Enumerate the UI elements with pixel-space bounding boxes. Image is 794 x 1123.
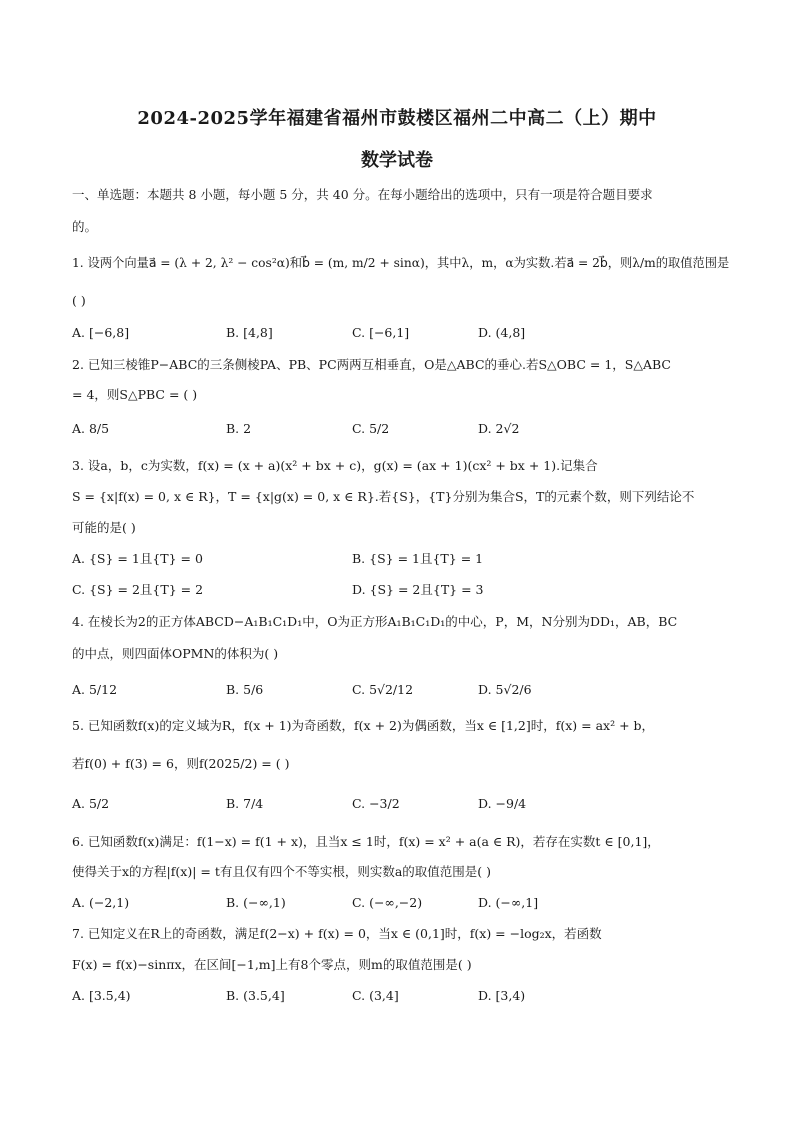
question-3-option-d: D. {S} = 2且{T} = 3 <box>352 582 484 597</box>
question-5-option-c: C. −3/2 <box>352 796 400 811</box>
question-3-stem: S = {x|f(x) = 0, x ∈ R}，T = {x|g(x) = 0, x ∈ R}.若{S}，{T}分别为集合S，T的元素个数，则下列结论不 <box>72 489 695 504</box>
question-6-option-b: B. (−∞,1) <box>226 895 286 910</box>
question-3-stem: 3. 设a，b，c为实数，f(x) = (x + a)(x² + bx + c)，g(x) = (ax + 1)(cx² + bx + 1).记集合 <box>72 458 598 473</box>
question-4-option-b: B. 5/6 <box>226 682 264 697</box>
question-1-option-c: C. [−6,1] <box>352 325 410 340</box>
question-1-stem: ( ) <box>72 293 86 308</box>
question-7-option-c: C. (3,4] <box>352 988 399 1003</box>
question-2-stem: 2. 已知三棱锥P−ABC的三条侧棱PA、PB、PC两两互相垂直，O是△ABC的垂心.若S△OBC = 1，S△ABC <box>72 357 671 372</box>
question-1-option-a: A. [−6,8] <box>72 325 130 340</box>
question-7-option-b: B. (3.5,4] <box>226 988 285 1003</box>
question-1-option-b: B. [4,8] <box>226 325 273 340</box>
question-2-stem: = 4，则S△PBC = ( ) <box>72 387 198 402</box>
exam-subject-title: 数学试卷 <box>361 150 433 171</box>
question-7-stem: 7. 已知定义在R上的奇函数，满足f(2−x) + f(x) = 0，当x ∈ (0,1]时，f(x) = −log₂x，若函数 <box>72 926 602 941</box>
section-intro-line: 的。 <box>72 219 98 234</box>
question-6-option-a: A. (−2,1) <box>72 895 130 910</box>
question-4-stem: 的中点，则四面体OPMN的体积为( ) <box>72 646 279 661</box>
question-4-option-c: C. 5√2/12 <box>352 682 414 697</box>
section-intro-line: 一、单选题：本题共 8 小题，每小题 5 分，共 40 分。在每小题给出的选项中，只有一项是符合题目要求 <box>72 187 653 202</box>
question-5-stem: 若f(0) + f(3) = 6，则f(2025/2) = ( ) <box>72 756 290 771</box>
exam-title: 2024-2025学年福建省福州市鼓楼区福州二中高二（上）期中 <box>137 108 657 129</box>
question-7-option-d: D. [3,4) <box>478 988 526 1003</box>
question-2-option-b: B. 2 <box>226 421 252 436</box>
question-5-option-d: D. −9/4 <box>478 796 527 811</box>
question-4-option-a: A. 5/12 <box>72 682 118 697</box>
question-5-stem: 5. 已知函数f(x)的定义域为R，f(x + 1)为奇函数，f(x + 2)为偶函数，当x ∈ [1,2]时，f(x) = ax² + b， <box>72 718 655 733</box>
question-1-stem: 1. 设两个向量a⃗ = (λ + 2, λ² − cos²α)和b⃗ = (m, m/2 + sinα)，其中λ，m，α为实数.若a⃗ = 2b⃗，则λ/m的取值范围是 <box>72 256 730 270</box>
question-7-stem: F(x) = f(x)−sinπx，在区间[−1,m]上有8个零点，则m的取值范围是( ) <box>72 957 472 972</box>
question-3-option-b: B. {S} = 1且{T} = 1 <box>352 551 484 566</box>
question-3-option-a: A. {S} = 1且{T} = 0 <box>72 551 203 566</box>
question-6-stem: 6. 已知函数f(x)满足：f(1−x) = f(1 + x)，且当x ≤ 1时，f(x) = x² + a(a ∈ R)，若存在实数t ∈ [0,1]， <box>72 834 660 849</box>
question-2-option-a: A. 8/5 <box>72 421 110 436</box>
question-5-option-b: B. 7/4 <box>226 796 264 811</box>
question-6-stem: 使得关于x的方程|f(x)| = t有且仅有四个不等实根，则实数a的取值范围是( ) <box>72 864 492 879</box>
question-6-option-c: C. (−∞,−2) <box>352 895 423 910</box>
question-4-stem: 4. 在棱长为2的正方体ABCD−A₁B₁C₁D₁中，O为正方形A₁B₁C₁D₁的中心，P，M，N分别为DD₁，AB，BC <box>72 614 678 629</box>
question-2-option-d: D. 2√2 <box>478 421 520 436</box>
question-5-option-a: A. 5/2 <box>72 796 110 811</box>
question-3-stem: 可能的是( ) <box>72 520 136 535</box>
question-2-option-c: C. 5/2 <box>352 421 390 436</box>
question-1-option-d: D. (4,8] <box>478 325 526 340</box>
question-7-option-a: A. [3.5,4) <box>72 988 131 1003</box>
question-6-option-d: D. (−∞,1] <box>478 895 539 910</box>
question-3-option-c: C. {S} = 2且{T} = 2 <box>72 582 204 597</box>
question-4-option-d: D. 5√2/6 <box>478 682 532 697</box>
